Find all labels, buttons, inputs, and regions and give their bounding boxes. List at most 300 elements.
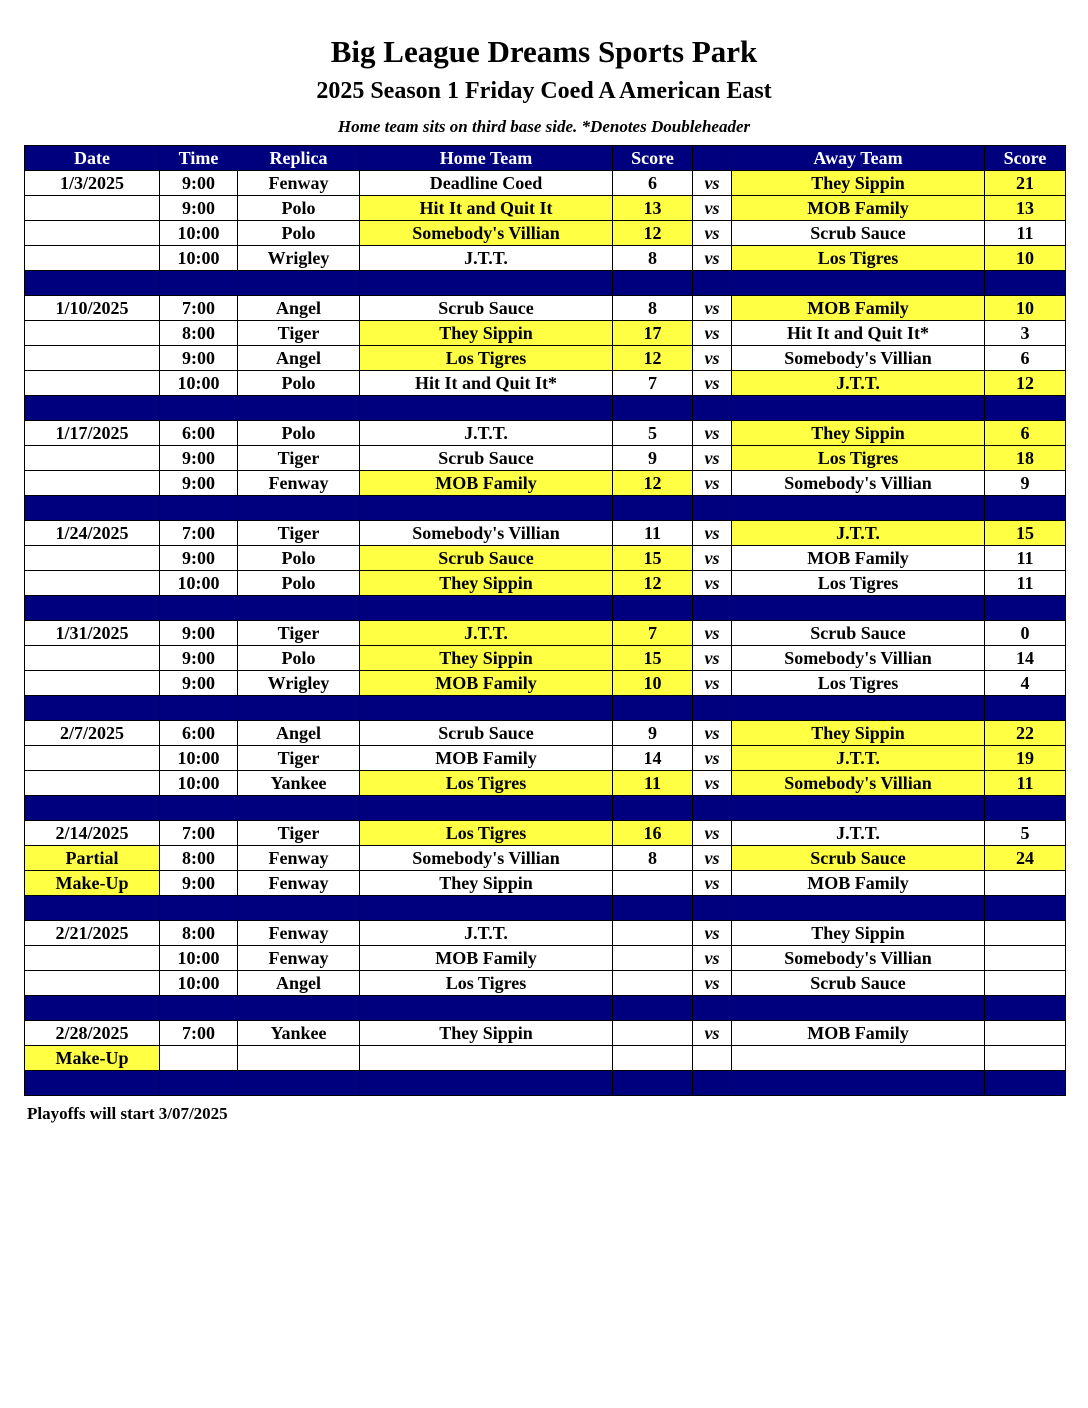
time-cell: 9:00 [160, 621, 238, 646]
separator-cell [732, 1071, 985, 1096]
home-team-cell: Somebody's Villian [360, 521, 613, 546]
date-cell [25, 446, 160, 471]
separator-cell [25, 596, 160, 621]
vs-cell: vs [693, 421, 732, 446]
separator-cell [360, 696, 613, 721]
separator-cell [25, 996, 160, 1021]
vs-cell: vs [693, 971, 732, 996]
home-score-cell: 5 [613, 421, 693, 446]
table-row [25, 946, 1066, 971]
separator-cell [160, 496, 238, 521]
away-score-cell: 0 [985, 621, 1066, 646]
vs-cell: vs [693, 221, 732, 246]
column-header-away-team: Away Team [732, 146, 985, 171]
home-team-cell: They Sippin [360, 1021, 613, 1046]
separator-cell [693, 696, 732, 721]
home-team-cell: Scrub Sauce [360, 546, 613, 571]
table-row [25, 921, 1066, 946]
date-cell: 2/21/2025 [25, 921, 160, 946]
separator-cell [25, 496, 160, 521]
away-score-cell: 18 [985, 446, 1066, 471]
home-score-cell: 6 [613, 171, 693, 196]
home-team-cell: J.T.T. [360, 421, 613, 446]
home-team-cell: MOB Family [360, 746, 613, 771]
table-row [25, 771, 1066, 796]
replica-cell: Polo [238, 646, 360, 671]
separator-cell [613, 1071, 693, 1096]
away-score-cell: 10 [985, 246, 1066, 271]
separator-cell [985, 271, 1066, 296]
time-cell: 9:00 [160, 471, 238, 496]
away-team-cell: MOB Family [732, 871, 985, 896]
away-score-cell: 9 [985, 471, 1066, 496]
away-score-cell: 24 [985, 846, 1066, 871]
table-row [25, 571, 1066, 596]
replica-cell: Angel [238, 296, 360, 321]
away-team-cell: Hit It and Quit It* [732, 321, 985, 346]
separator-cell [985, 696, 1066, 721]
separator-cell [613, 896, 693, 921]
away-score-cell: 22 [985, 721, 1066, 746]
separator-cell [613, 796, 693, 821]
vs-cell: vs [693, 296, 732, 321]
week-separator-row [25, 696, 1066, 721]
separator-cell [238, 1071, 360, 1096]
week-separator-row [25, 496, 1066, 521]
table-row [25, 221, 1066, 246]
schedule-table [24, 145, 1066, 1096]
home-score-cell: 7 [613, 371, 693, 396]
away-team-cell: MOB Family [732, 546, 985, 571]
page-subtitle: 2025 Season 1 Friday Coed A American East [316, 78, 772, 104]
time-cell: 10:00 [160, 221, 238, 246]
separator-cell [25, 896, 160, 921]
week-separator-row [25, 1071, 1066, 1096]
time-cell: 10:00 [160, 946, 238, 971]
table-row [25, 821, 1066, 846]
away-score-cell: 13 [985, 196, 1066, 221]
separator-cell [360, 496, 613, 521]
away-team-cell: Scrub Sauce [732, 621, 985, 646]
away-team-cell: Somebody's Villian [732, 346, 985, 371]
week-separator-row [25, 996, 1066, 1021]
replica-cell: Polo [238, 571, 360, 596]
replica-cell: Tiger [238, 446, 360, 471]
home-team-cell: Los Tigres [360, 346, 613, 371]
replica-cell: Tiger [238, 521, 360, 546]
time-cell: 8:00 [160, 921, 238, 946]
separator-cell [238, 896, 360, 921]
date-cell: 2/14/2025 [25, 821, 160, 846]
home-team-cell: J.T.T. [360, 621, 613, 646]
time-cell: 9:00 [160, 171, 238, 196]
date-cell [25, 771, 160, 796]
home-team-cell: Los Tigres [360, 771, 613, 796]
home-team-cell: MOB Family [360, 671, 613, 696]
home-team-cell: Scrub Sauce [360, 446, 613, 471]
separator-cell [360, 271, 613, 296]
vs-cell: vs [693, 646, 732, 671]
week-separator-row [25, 896, 1066, 921]
separator-cell [985, 1071, 1066, 1096]
table-row [25, 846, 1066, 871]
away-team-cell: J.T.T. [732, 521, 985, 546]
separator-cell [160, 696, 238, 721]
home-score-cell [613, 1046, 693, 1071]
away-score-cell: 12 [985, 371, 1066, 396]
date-cell [25, 646, 160, 671]
date-cell: 1/24/2025 [25, 521, 160, 546]
time-cell: 10:00 [160, 246, 238, 271]
replica-cell: Fenway [238, 471, 360, 496]
home-score-cell: 7 [613, 621, 693, 646]
time-cell [160, 1046, 238, 1071]
time-cell: 9:00 [160, 871, 238, 896]
home-team-cell [360, 1046, 613, 1071]
vs-cell: vs [693, 871, 732, 896]
separator-cell [238, 596, 360, 621]
table-row [25, 521, 1066, 546]
away-score-cell [985, 946, 1066, 971]
away-score-cell [985, 871, 1066, 896]
playoffs-note: Playoffs will start 3/07/2025 [27, 1104, 228, 1123]
away-score-cell: 11 [985, 546, 1066, 571]
home-score-cell: 11 [613, 771, 693, 796]
separator-cell [25, 796, 160, 821]
vs-cell: vs [693, 246, 732, 271]
replica-cell: Fenway [238, 921, 360, 946]
home-team-cell: Hit It and Quit It [360, 196, 613, 221]
vs-cell: vs [693, 171, 732, 196]
date-cell [25, 971, 160, 996]
away-score-cell: 10 [985, 296, 1066, 321]
time-cell: 7:00 [160, 821, 238, 846]
home-score-cell [613, 971, 693, 996]
home-score-cell: 8 [613, 846, 693, 871]
home-score-cell: 12 [613, 346, 693, 371]
separator-cell [160, 1071, 238, 1096]
table-header-row [25, 146, 1066, 171]
table-row [25, 721, 1066, 746]
home-score-cell: 9 [613, 721, 693, 746]
replica-cell: Polo [238, 196, 360, 221]
home-score-cell: 8 [613, 296, 693, 321]
table-row [25, 671, 1066, 696]
away-team-cell: Somebody's Villian [732, 771, 985, 796]
away-score-cell: 15 [985, 521, 1066, 546]
time-cell: 10:00 [160, 971, 238, 996]
week-separator-row [25, 271, 1066, 296]
date-cell: 1/10/2025 [25, 296, 160, 321]
vs-cell: vs [693, 446, 732, 471]
separator-cell [360, 1071, 613, 1096]
separator-cell [985, 596, 1066, 621]
home-team-cell: J.T.T. [360, 246, 613, 271]
separator-cell [693, 896, 732, 921]
separator-cell [693, 996, 732, 1021]
replica-cell: Tiger [238, 321, 360, 346]
away-team-cell: MOB Family [732, 196, 985, 221]
home-team-cell: Los Tigres [360, 971, 613, 996]
away-score-cell: 11 [985, 771, 1066, 796]
away-score-cell: 6 [985, 346, 1066, 371]
home-team-cell: They Sippin [360, 571, 613, 596]
separator-cell [693, 796, 732, 821]
home-team-cell: Somebody's Villian [360, 846, 613, 871]
away-score-cell [985, 971, 1066, 996]
away-score-cell: 11 [985, 571, 1066, 596]
separator-cell [693, 396, 732, 421]
separator-cell [693, 1071, 732, 1096]
replica-cell: Polo [238, 371, 360, 396]
separator-cell [693, 271, 732, 296]
date-cell [25, 321, 160, 346]
home-team-cell: Somebody's Villian [360, 221, 613, 246]
page-title: Big League Dreams Sports Park [330, 34, 758, 69]
away-team-cell: Scrub Sauce [732, 971, 985, 996]
replica-cell: Angel [238, 346, 360, 371]
column-header-date: Date [25, 146, 160, 171]
date-cell: 1/3/2025 [25, 171, 160, 196]
separator-cell [238, 696, 360, 721]
table-row [25, 196, 1066, 221]
vs-cell: vs [693, 921, 732, 946]
date-cell [25, 746, 160, 771]
table-row [25, 546, 1066, 571]
table-row [25, 421, 1066, 446]
home-score-cell [613, 946, 693, 971]
replica-cell: Fenway [238, 871, 360, 896]
away-score-cell: 19 [985, 746, 1066, 771]
home-score-cell: 13 [613, 196, 693, 221]
table-row [25, 1046, 1066, 1071]
date-cell: Make-Up [25, 1046, 160, 1071]
date-cell: Make-Up [25, 871, 160, 896]
separator-cell [613, 496, 693, 521]
home-score-cell: 15 [613, 646, 693, 671]
home-score-cell: 14 [613, 746, 693, 771]
separator-cell [732, 596, 985, 621]
time-cell: 7:00 [160, 1021, 238, 1046]
separator-cell [25, 696, 160, 721]
away-score-cell: 3 [985, 321, 1066, 346]
column-header-home-team: Home Team [360, 146, 613, 171]
separator-cell [732, 271, 985, 296]
away-score-cell: 11 [985, 221, 1066, 246]
separator-cell [732, 896, 985, 921]
column-header-vs [693, 146, 732, 171]
replica-cell: Fenway [238, 171, 360, 196]
week-separator-row [25, 796, 1066, 821]
replica-cell: Polo [238, 421, 360, 446]
date-cell [25, 946, 160, 971]
replica-cell: Wrigley [238, 671, 360, 696]
separator-cell [732, 996, 985, 1021]
away-team-cell: MOB Family [732, 296, 985, 321]
column-header-time: Time [160, 146, 238, 171]
separator-cell [613, 271, 693, 296]
schedule-note: Home team sits on third base side. *Denotes Doubleheader [337, 117, 751, 136]
separator-cell [985, 996, 1066, 1021]
vs-cell: vs [693, 821, 732, 846]
home-team-cell: Hit It and Quit It* [360, 371, 613, 396]
replica-cell: Yankee [238, 1021, 360, 1046]
date-cell: 1/31/2025 [25, 621, 160, 646]
separator-cell [238, 396, 360, 421]
away-team-cell: J.T.T. [732, 371, 985, 396]
separator-cell [985, 496, 1066, 521]
column-header-away-score: Score [985, 146, 1066, 171]
table-row [25, 446, 1066, 471]
separator-cell [985, 896, 1066, 921]
separator-cell [160, 796, 238, 821]
separator-cell [360, 396, 613, 421]
time-cell: 10:00 [160, 571, 238, 596]
date-cell: Partial [25, 846, 160, 871]
replica-cell: Wrigley [238, 246, 360, 271]
time-cell: 7:00 [160, 296, 238, 321]
separator-cell [160, 896, 238, 921]
away-score-cell: 5 [985, 821, 1066, 846]
time-cell: 10:00 [160, 746, 238, 771]
away-team-cell: They Sippin [732, 421, 985, 446]
table-row [25, 746, 1066, 771]
vs-cell [693, 1046, 732, 1071]
separator-cell [732, 496, 985, 521]
home-score-cell: 8 [613, 246, 693, 271]
date-cell [25, 346, 160, 371]
vs-cell: vs [693, 571, 732, 596]
home-score-cell [613, 871, 693, 896]
home-score-cell: 15 [613, 546, 693, 571]
away-team-cell: Los Tigres [732, 246, 985, 271]
separator-cell [732, 396, 985, 421]
date-cell [25, 246, 160, 271]
home-score-cell [613, 921, 693, 946]
separator-cell [360, 596, 613, 621]
vs-cell: vs [693, 321, 732, 346]
vs-cell: vs [693, 771, 732, 796]
separator-cell [25, 396, 160, 421]
schedule-body [25, 171, 1066, 1096]
vs-cell: vs [693, 471, 732, 496]
column-header-home-score: Score [613, 146, 693, 171]
home-score-cell: 9 [613, 446, 693, 471]
away-team-cell: They Sippin [732, 721, 985, 746]
week-separator-row [25, 596, 1066, 621]
table-row [25, 371, 1066, 396]
replica-cell [238, 1046, 360, 1071]
table-row [25, 246, 1066, 271]
home-team-cell: J.T.T. [360, 921, 613, 946]
separator-cell [732, 796, 985, 821]
home-team-cell: Scrub Sauce [360, 721, 613, 746]
separator-cell [613, 996, 693, 1021]
separator-cell [693, 496, 732, 521]
home-team-cell: Scrub Sauce [360, 296, 613, 321]
date-cell [25, 371, 160, 396]
vs-cell: vs [693, 521, 732, 546]
separator-cell [160, 596, 238, 621]
separator-cell [985, 796, 1066, 821]
separator-cell [238, 271, 360, 296]
home-team-cell: MOB Family [360, 471, 613, 496]
vs-cell: vs [693, 721, 732, 746]
away-team-cell: Los Tigres [732, 571, 985, 596]
replica-cell: Tiger [238, 621, 360, 646]
week-separator-row [25, 396, 1066, 421]
time-cell: 7:00 [160, 521, 238, 546]
table-row [25, 296, 1066, 321]
separator-cell [238, 996, 360, 1021]
separator-cell [613, 596, 693, 621]
separator-cell [360, 796, 613, 821]
replica-cell: Fenway [238, 946, 360, 971]
away-team-cell: Scrub Sauce [732, 846, 985, 871]
separator-cell [360, 996, 613, 1021]
table-row [25, 646, 1066, 671]
home-team-cell: They Sippin [360, 646, 613, 671]
time-cell: 6:00 [160, 421, 238, 446]
replica-cell: Yankee [238, 771, 360, 796]
home-team-cell: MOB Family [360, 946, 613, 971]
away-team-cell: They Sippin [732, 171, 985, 196]
time-cell: 10:00 [160, 771, 238, 796]
table-row [25, 346, 1066, 371]
time-cell: 9:00 [160, 646, 238, 671]
away-score-cell [985, 1046, 1066, 1071]
time-cell: 9:00 [160, 446, 238, 471]
separator-cell [25, 1071, 160, 1096]
table-row [25, 971, 1066, 996]
time-cell: 9:00 [160, 346, 238, 371]
away-score-cell [985, 921, 1066, 946]
replica-cell: Angel [238, 721, 360, 746]
date-cell: 2/28/2025 [25, 1021, 160, 1046]
replica-cell: Fenway [238, 846, 360, 871]
away-score-cell: 14 [985, 646, 1066, 671]
home-score-cell: 10 [613, 671, 693, 696]
vs-cell: vs [693, 671, 732, 696]
table-row [25, 621, 1066, 646]
home-team-cell: Los Tigres [360, 821, 613, 846]
replica-cell: Tiger [238, 821, 360, 846]
table-row [25, 471, 1066, 496]
separator-cell [732, 696, 985, 721]
date-cell [25, 546, 160, 571]
home-team-cell: They Sippin [360, 321, 613, 346]
time-cell: 9:00 [160, 671, 238, 696]
date-cell: 2/7/2025 [25, 721, 160, 746]
time-cell: 9:00 [160, 196, 238, 221]
away-team-cell: Somebody's Villian [732, 646, 985, 671]
separator-cell [238, 796, 360, 821]
date-cell [25, 671, 160, 696]
date-cell [25, 471, 160, 496]
vs-cell: vs [693, 371, 732, 396]
separator-cell [238, 496, 360, 521]
date-cell [25, 221, 160, 246]
separator-cell [25, 271, 160, 296]
time-cell: 8:00 [160, 321, 238, 346]
table-row [25, 1021, 1066, 1046]
separator-cell [613, 696, 693, 721]
home-score-cell: 11 [613, 521, 693, 546]
separator-cell [360, 896, 613, 921]
home-team-cell: Deadline Coed [360, 171, 613, 196]
separator-cell [693, 596, 732, 621]
time-cell: 10:00 [160, 371, 238, 396]
